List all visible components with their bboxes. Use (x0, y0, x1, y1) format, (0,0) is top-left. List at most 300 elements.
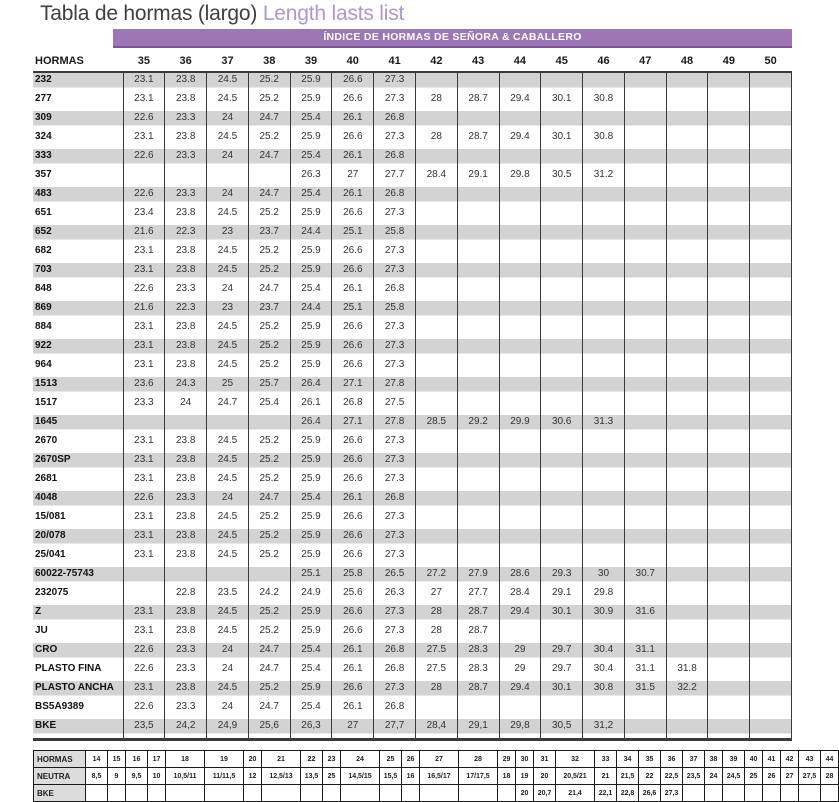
size-value-cell: 24.7 (248, 662, 290, 681)
size-value-cell: 23.8 (165, 624, 207, 643)
size-value-cell: 25.4 (248, 396, 290, 415)
size-value-cell: 22.3 (165, 301, 207, 320)
size-value-cell: 26.1 (332, 149, 374, 168)
size-value-cell: 28.7 (457, 624, 499, 643)
size-value-cell: 22.6 (123, 187, 165, 206)
size-value-cell (666, 320, 708, 339)
size-value-cell: 28.7 (457, 130, 499, 149)
size-column-header: 42 (415, 51, 457, 72)
size-value-cell (624, 586, 666, 605)
size-value-cell (457, 491, 499, 510)
size-value-cell (583, 225, 625, 244)
size-value-cell: 27.3 (374, 244, 416, 263)
neutra-cell: 28 (821, 768, 839, 785)
size-value-cell: 23 (207, 225, 249, 244)
bke-cell: 21,4 (556, 785, 595, 802)
size-value-cell: 27 (332, 719, 374, 740)
size-value-cell: 30.1 (541, 681, 583, 700)
size-value-cell (499, 377, 541, 396)
size-value-cell: 23.1 (123, 320, 165, 339)
size-header-cell: 31 (534, 751, 556, 768)
size-value-cell: 26.6 (332, 548, 374, 567)
size-value-cell (750, 130, 792, 149)
size-value-cell (750, 339, 792, 358)
size-value-cell: 23.1 (123, 624, 165, 643)
size-value-cell: 25.9 (290, 548, 332, 567)
size-value-cell: 26.4 (290, 415, 332, 434)
size-value-cell: 27.3 (374, 605, 416, 624)
size-value-cell: 26.8 (374, 643, 416, 662)
bke-cell: 26,6 (639, 785, 661, 802)
size-value-cell (415, 339, 457, 358)
size-value-cell: 28,4 (415, 719, 457, 740)
table-row (33, 130, 792, 149)
size-value-cell (708, 263, 750, 282)
size-value-cell (457, 225, 499, 244)
size-value-cell (666, 149, 708, 168)
size-value-cell: 28.7 (457, 605, 499, 624)
size-value-cell (457, 358, 499, 377)
row-label: 869 (33, 301, 123, 320)
size-value-cell (583, 301, 625, 320)
size-value-cell (541, 548, 583, 567)
table-row (33, 320, 792, 339)
size-value-cell (415, 396, 457, 415)
size-value-cell: 25.9 (290, 472, 332, 491)
size-value-cell (750, 72, 792, 92)
size-value-cell: 26.6 (332, 453, 374, 472)
size-value-cell (624, 282, 666, 301)
size-value-cell: 25.9 (290, 92, 332, 111)
size-value-cell: 26.5 (374, 567, 416, 586)
table-row (33, 681, 792, 700)
bke-cell (723, 785, 745, 802)
size-value-cell (541, 206, 583, 225)
size-value-cell: 23.8 (165, 529, 207, 548)
size-value-cell (624, 434, 666, 453)
size-value-cell (415, 529, 457, 548)
bke-cell (763, 785, 781, 802)
size-column-header: 37 (207, 51, 249, 72)
size-value-cell: 24.5 (207, 529, 249, 548)
bke-cell (705, 785, 723, 802)
table-row (33, 434, 792, 453)
size-column-header: 45 (541, 51, 583, 72)
size-value-cell (583, 358, 625, 377)
size-value-cell: 23.8 (165, 605, 207, 624)
size-value-cell: 25.2 (248, 624, 290, 643)
size-value-cell (583, 206, 625, 225)
bke-cell (205, 785, 244, 802)
size-value-cell: 22.3 (165, 225, 207, 244)
size-value-cell (624, 206, 666, 225)
size-header-cell: 32 (556, 751, 595, 768)
table-row (33, 358, 792, 377)
size-value-cell (499, 472, 541, 491)
size-value-cell: 24.5 (207, 434, 249, 453)
size-value-cell: 23.1 (123, 92, 165, 111)
size-value-cell (541, 149, 583, 168)
size-value-cell (624, 719, 666, 740)
size-value-cell (499, 320, 541, 339)
size-value-cell: 30.8 (583, 92, 625, 111)
size-value-cell: 23.5 (207, 586, 249, 605)
size-value-cell (750, 529, 792, 548)
size-value-cell: 27.3 (374, 510, 416, 529)
size-value-cell: 24.4 (290, 225, 332, 244)
size-value-cell: 28 (415, 681, 457, 700)
size-value-cell (499, 111, 541, 130)
size-value-cell (457, 187, 499, 206)
size-value-cell (457, 396, 499, 415)
size-value-cell: 27.5 (374, 396, 416, 415)
size-value-cell: 24 (207, 700, 249, 719)
size-column-header: 48 (666, 51, 708, 72)
size-value-cell: 27.3 (374, 453, 416, 472)
size-value-cell: 28.7 (457, 92, 499, 111)
bke-cell (402, 785, 420, 802)
bke-cell (498, 785, 516, 802)
size-value-cell: 26.1 (332, 491, 374, 510)
size-value-cell: 27.3 (374, 681, 416, 700)
row-label: 964 (35, 359, 52, 370)
neutra-cell: 24 (705, 768, 723, 785)
size-value-cell: 25.2 (248, 529, 290, 548)
page-title (40, 2, 792, 26)
size-value-cell (415, 282, 457, 301)
size-value-cell (666, 567, 708, 586)
size-header-cell: 26 (402, 751, 420, 768)
size-value-cell: 30.1 (541, 605, 583, 624)
neutra-cell: 10 (148, 768, 166, 785)
size-value-cell (666, 225, 708, 244)
size-value-cell: 29.3 (541, 567, 583, 586)
bke-cell (799, 785, 821, 802)
size-header-cell: 41 (763, 751, 781, 768)
row-label: BKE (33, 719, 123, 740)
size-value-cell: 30,5 (541, 719, 583, 740)
size-value-cell: 26.6 (332, 358, 374, 377)
size-value-cell: 24.5 (207, 206, 249, 225)
size-value-cell: 31.6 (624, 605, 666, 624)
size-value-cell (750, 624, 792, 643)
size-value-cell: 24.5 (207, 510, 249, 529)
size-value-cell (750, 548, 792, 567)
size-value-cell: 22.6 (123, 700, 165, 719)
size-value-cell: 24.7 (248, 149, 290, 168)
size-value-cell: 24 (165, 396, 207, 415)
table-row (33, 339, 792, 358)
size-value-cell: 25.2 (248, 130, 290, 149)
neutra-cell: 18 (498, 768, 516, 785)
table-row (33, 567, 792, 586)
size-header-cell: 33 (595, 751, 617, 768)
size-value-cell (583, 548, 625, 567)
bke-cell (781, 785, 799, 802)
size-value-cell (666, 72, 708, 92)
size-value-cell: 24.2 (248, 586, 290, 605)
size-value-cell: 23.8 (165, 320, 207, 339)
size-value-cell: 25.9 (290, 529, 332, 548)
row-label: 2681 (35, 473, 58, 484)
table-row (33, 168, 792, 187)
size-value-cell (624, 225, 666, 244)
size-value-cell: 27.3 (374, 320, 416, 339)
size-value-cell: 24 (207, 662, 249, 681)
size-value-cell (457, 529, 499, 548)
size-value-cell: 25.9 (290, 681, 332, 700)
size-value-cell: 26.6 (332, 434, 374, 453)
size-value-cell (415, 244, 457, 263)
size-value-cell: 23.8 (165, 453, 207, 472)
size-value-cell: 23.1 (123, 263, 165, 282)
size-value-cell (750, 643, 792, 662)
size-value-cell: 27.3 (374, 339, 416, 358)
size-value-cell: 23.1 (123, 681, 165, 700)
row-label: 20/078 (33, 529, 123, 548)
row-label: CRO (33, 643, 123, 662)
size-value-cell: 22.6 (123, 662, 165, 681)
size-value-cell (666, 510, 708, 529)
size-value-cell: 30.7 (624, 567, 666, 586)
size-value-cell: 23.8 (165, 206, 207, 225)
size-value-cell (415, 548, 457, 567)
size-value-cell (624, 396, 666, 415)
bke-cell: 22,1 (595, 785, 617, 802)
bke-cell (126, 785, 148, 802)
size-value-cell: 25.4 (290, 282, 332, 301)
size-value-cell (624, 263, 666, 282)
size-value-cell: 25.9 (290, 339, 332, 358)
size-value-cell (708, 434, 750, 453)
size-value-cell (457, 339, 499, 358)
page-title-main: Tabla de hormas (largo) (40, 2, 263, 25)
size-value-cell: 27.5 (415, 643, 457, 662)
size-value-cell (750, 605, 792, 624)
size-value-cell: 25.1 (332, 225, 374, 244)
size-value-cell: 25.2 (248, 339, 290, 358)
size-value-cell (583, 282, 625, 301)
row-label: 15/081 (35, 511, 66, 522)
row-label: 1517 (35, 397, 58, 408)
neutra-cell: 11/11,5 (205, 768, 244, 785)
size-value-cell: 24 (207, 187, 249, 206)
size-value-cell (708, 643, 750, 662)
size-value-cell (666, 396, 708, 415)
neutra-cell: 21 (595, 768, 617, 785)
size-value-cell: 23.3 (165, 662, 207, 681)
size-value-cell (750, 510, 792, 529)
table-row (33, 377, 792, 396)
size-value-cell (708, 92, 750, 111)
size-value-cell (415, 72, 457, 92)
size-value-cell (499, 301, 541, 320)
table-row (33, 92, 792, 111)
size-value-cell: 23.8 (165, 263, 207, 282)
size-header-cell: 21 (262, 751, 301, 768)
size-value-cell: 24.5 (207, 624, 249, 643)
size-value-cell: 22.8 (165, 586, 207, 605)
size-value-cell (499, 434, 541, 453)
size-value-cell: 23.1 (123, 244, 165, 263)
row-label: 1513 (33, 377, 123, 396)
table-row (33, 643, 792, 662)
size-header-cell: 19 (205, 751, 244, 768)
size-value-cell (415, 434, 457, 453)
bke-cell: 20,7 (534, 785, 556, 802)
size-value-cell: 25.9 (290, 605, 332, 624)
size-value-cell (165, 168, 207, 187)
size-header-cell: 18 (166, 751, 205, 768)
size-value-cell (750, 396, 792, 415)
size-value-cell (541, 301, 583, 320)
neutra-cell: 21,5 (617, 768, 639, 785)
size-value-cell: 27.5 (415, 662, 457, 681)
size-value-cell (499, 206, 541, 225)
size-value-cell: 26.6 (332, 510, 374, 529)
size-value-cell (415, 700, 457, 719)
size-value-cell (750, 567, 792, 586)
size-value-cell (457, 111, 499, 130)
size-value-cell (207, 168, 249, 187)
size-value-cell: 30.8 (583, 681, 625, 700)
size-value-cell: 28.3 (457, 662, 499, 681)
size-value-cell: 25.9 (290, 624, 332, 643)
row-label: 483 (33, 187, 123, 206)
size-value-cell: 23,5 (123, 719, 165, 740)
neutra-cell: 27 (781, 768, 799, 785)
size-value-cell: 24.7 (248, 187, 290, 206)
size-value-cell: 30.8 (583, 130, 625, 149)
size-value-cell (457, 320, 499, 339)
size-value-cell: 25.8 (332, 567, 374, 586)
size-value-cell: 23.1 (123, 510, 165, 529)
size-value-cell (457, 453, 499, 472)
size-value-cell (666, 377, 708, 396)
conversion-row (34, 785, 839, 802)
row-label: 922 (33, 339, 123, 358)
size-value-cell: 25.4 (290, 643, 332, 662)
size-value-cell: 23.8 (165, 130, 207, 149)
size-value-cell: 25.8 (374, 301, 416, 320)
size-value-cell (499, 187, 541, 206)
size-value-cell: 30.9 (583, 605, 625, 624)
size-value-cell: 24 (207, 111, 249, 130)
size-value-cell: 22.6 (123, 491, 165, 510)
size-value-cell (666, 491, 708, 510)
size-value-cell (415, 491, 457, 510)
size-header-cell: 38 (705, 751, 723, 768)
size-value-cell: 29,1 (457, 719, 499, 740)
size-value-cell: 25.9 (290, 263, 332, 282)
size-value-cell: 29.7 (541, 662, 583, 681)
size-value-cell: 25.9 (290, 130, 332, 149)
table-row (33, 263, 792, 282)
size-value-cell (499, 263, 541, 282)
conversion-row-label: BKE (34, 785, 86, 802)
size-value-cell: 25.6 (332, 586, 374, 605)
size-value-cell (750, 472, 792, 491)
size-column-header: 46 (583, 51, 625, 72)
size-value-cell: 27 (332, 168, 374, 187)
size-value-cell (666, 130, 708, 149)
size-value-cell: 24.5 (207, 263, 249, 282)
neutra-cell: 15,5 (380, 768, 402, 785)
size-value-cell: 29.1 (541, 586, 583, 605)
size-value-cell (541, 187, 583, 206)
size-value-cell (708, 605, 750, 624)
size-value-cell: 27.8 (374, 377, 416, 396)
size-value-cell: 26.6 (332, 339, 374, 358)
size-value-cell (541, 225, 583, 244)
size-value-cell (123, 415, 165, 434)
size-header-cell: 29 (498, 751, 516, 768)
size-value-cell (583, 149, 625, 168)
size-value-cell: 25.2 (248, 434, 290, 453)
size-value-cell (583, 187, 625, 206)
size-value-cell: 30.1 (541, 130, 583, 149)
size-value-cell (541, 358, 583, 377)
size-value-cell: 23.8 (165, 510, 207, 529)
table-row (33, 396, 792, 415)
size-value-cell (666, 472, 708, 491)
conversion-row (34, 768, 839, 785)
neutra-cell: 20 (534, 768, 556, 785)
size-value-cell: 24,2 (165, 719, 207, 740)
size-value-cell (666, 111, 708, 130)
size-value-cell: 29 (499, 662, 541, 681)
neutra-cell: 27,5 (799, 768, 821, 785)
size-value-cell: 32.2 (666, 681, 708, 700)
size-value-cell: 28.4 (499, 586, 541, 605)
neutra-cell: 16,5/17 (420, 768, 459, 785)
size-value-cell: 24.4 (290, 301, 332, 320)
size-value-cell: 26.8 (332, 396, 374, 415)
size-column-header: 47 (624, 51, 666, 72)
size-value-cell (415, 225, 457, 244)
size-value-cell: 23 (207, 301, 249, 320)
size-value-cell (750, 225, 792, 244)
size-value-cell (666, 301, 708, 320)
size-header-cell: 17 (148, 751, 166, 768)
size-value-cell (457, 700, 499, 719)
size-value-cell: 28.3 (457, 643, 499, 662)
size-value-cell: 23.8 (165, 434, 207, 453)
size-value-cell: 23.8 (165, 548, 207, 567)
size-value-cell: 25.4 (290, 700, 332, 719)
size-column-header: 40 (332, 51, 374, 72)
size-value-cell (624, 92, 666, 111)
size-value-cell (541, 434, 583, 453)
size-value-cell (708, 529, 750, 548)
size-value-cell: 24.5 (207, 320, 249, 339)
index-banner: ÍNDICE DE HORMAS DE SEÑORA & CABALLERO (113, 29, 792, 48)
size-value-cell: 22.6 (123, 111, 165, 130)
bke-cell (323, 785, 341, 802)
table-row (33, 301, 792, 320)
size-value-cell (750, 719, 792, 740)
bke-cell (821, 785, 839, 802)
neutra-cell: 22,5 (661, 768, 683, 785)
size-value-cell: 23.8 (165, 72, 207, 92)
size-value-cell (708, 719, 750, 740)
size-value-cell (624, 320, 666, 339)
table-row (33, 149, 792, 168)
row-label: 333 (33, 149, 123, 168)
size-value-cell (541, 472, 583, 491)
size-value-cell: 24.7 (207, 396, 249, 415)
bke-cell (108, 785, 126, 802)
